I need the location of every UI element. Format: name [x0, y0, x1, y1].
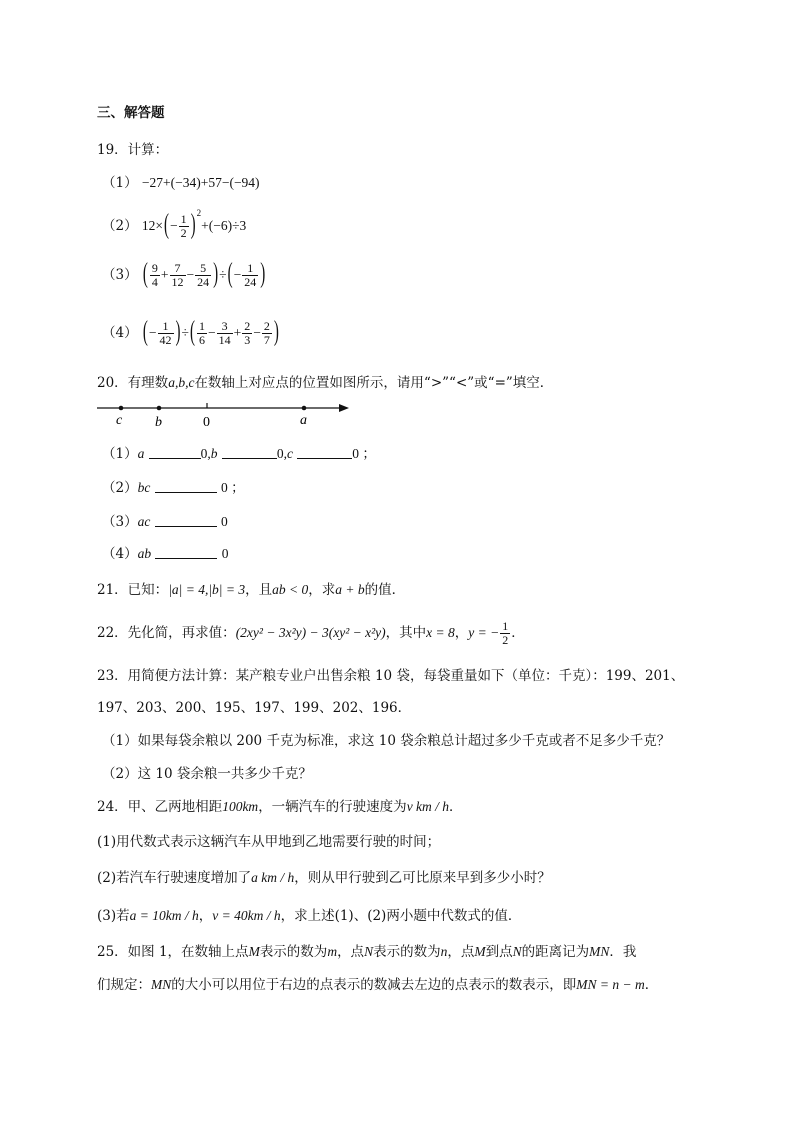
label-c: c — [116, 413, 123, 428]
q23-part1: （1）如果每袋余粮以 200 千克为标准，求这 10 袋余粮总计超过多少千克或者不足多少千克？ — [102, 733, 671, 749]
blank-4[interactable] — [155, 480, 217, 493]
q19-part4: （4） (− $\frac{1}{42}$ )÷( $\frac{1}{6}$ − $\frac{3}{14}$ + $\frac{2}{3}$ − $\frac{2}{7}$ ) — [102, 317, 279, 348]
q19-part1 — [102, 171, 260, 191]
q19-part2: （2） 12×(− $\frac{1}{2}$ )$^2$+(−6)÷3 — [102, 208, 247, 241]
point-c — [119, 406, 124, 411]
q20-part1: （1）a 0,b 0,c 0 ； — [102, 446, 376, 462]
q19-p4-frac5: $\frac{2}{7}$ — [263, 319, 270, 347]
q19-p4-frac4: $\frac{2}{3}$ — [244, 319, 251, 347]
q19-p4-frac1: $\frac{1}{42}$ — [159, 319, 172, 347]
q19-part3: （3） ( $\frac{9}{4}$ + $\frac{7}{12}$ − $\frac{5}{24}$ )÷(− $\frac{1}{24}$ ) — [102, 259, 266, 290]
q19-p2-label: （2） — [102, 218, 138, 234]
q24-part3: (3)若a = 10km / h，v = 40km / h，求上述(1)、(2)两小题中代数式的值． — [97, 908, 522, 924]
q19-p3-label: （3） — [102, 267, 138, 283]
q19-p4-label: （4） — [102, 325, 138, 341]
q22: 22．先化简，再求值：(2xy² − 3x²y) − 3(xy² − x²y)，其中x = 8，y = − $\frac{1}{2}$ ． — [97, 619, 525, 647]
q19-p4-frac3: $\frac{3}{14}$ — [218, 319, 231, 347]
blank-3[interactable] — [297, 446, 352, 459]
q21: 21．已知：|a| = 4,|b| = 3，且ab < 0，求a + b的值． — [97, 582, 406, 598]
q19-p1-label: （1） — [102, 175, 138, 191]
q23-line2: 197、203、200、195、197、199、202、196． — [97, 700, 412, 716]
q23-part2: （2）这 10 袋余粮一共多少千克？ — [102, 766, 312, 782]
blank-6[interactable] — [155, 546, 217, 559]
q20-part4: （4）ab 0 — [102, 546, 229, 562]
label-a: a — [300, 413, 307, 428]
label-b: b — [155, 415, 162, 430]
q19-p2-post: +(−6)÷3 — [201, 218, 247, 233]
q25-line2: 们规定：MN的大小可以用位于右边的点表示的数减去左边的点表示的数表示，即MN = n − m． — [97, 977, 659, 993]
q19-p1-expr: −27+(−34)+57−(−94) — [141, 175, 260, 190]
q24-part1: (1)用代数式表示这辆汽车从甲地到乙地需要行驶的时间； — [97, 834, 441, 850]
q20-stem: 20．有理数a,b,c在数轴上对应点的位置如图所示，请用“>”“<”或“=”填空． — [97, 375, 554, 391]
q19-p3-frac3: $\frac{5}{24}$ — [197, 261, 210, 289]
q19-stem: 19．计算： — [97, 142, 169, 158]
number-line-arrow — [339, 404, 349, 412]
point-b — [157, 406, 162, 411]
blank-1[interactable] — [149, 446, 201, 459]
number-line-figure — [97, 398, 357, 434]
section-title: 三、解答题 — [97, 105, 165, 121]
q23-line1: 23．用简便方法计算：某产粮专业户出售余粮 10 袋，每袋重量如下（单位：千克）：199、201、 — [97, 668, 685, 684]
q19-p3-frac4: $\frac{1}{24}$ — [244, 261, 257, 289]
q19-p3-frac2: $\frac{7}{12}$ — [171, 261, 184, 289]
blank-2[interactable] — [222, 446, 277, 459]
q19-p2-exp: 2 — [196, 208, 202, 218]
q20-part2: （2）bc 0 ； — [102, 480, 245, 496]
q24-part2: (2)若汽车行驶速度增加了a km / h，则从甲行驶到乙可比原来早到多少小时？ — [97, 870, 551, 886]
q24-stem: 24．甲、乙两地相距100km，一辆汽车的行驶速度为v km / h． — [97, 799, 463, 815]
q19-p4-frac2: $\frac{1}{6}$ — [198, 319, 205, 347]
q19-p3-frac1: $\frac{9}{4}$ — [151, 261, 158, 289]
q20-part3: （3）ac 0 — [102, 514, 228, 530]
point-a — [302, 406, 307, 411]
blank-5[interactable] — [155, 514, 217, 527]
label-zero: 0 — [203, 415, 210, 430]
q19-p2-frac: $\frac{1}{2}$ — [180, 212, 187, 240]
q19-p2-pre: 12× — [141, 218, 164, 233]
q22-y-frac: $\frac{1}{2}$ — [502, 619, 509, 647]
q25-line1: 25．如图 1，在数轴上点M表示的数为m，点N表示的数为n，点M到点N的距离记为MN．我 — [97, 944, 637, 960]
